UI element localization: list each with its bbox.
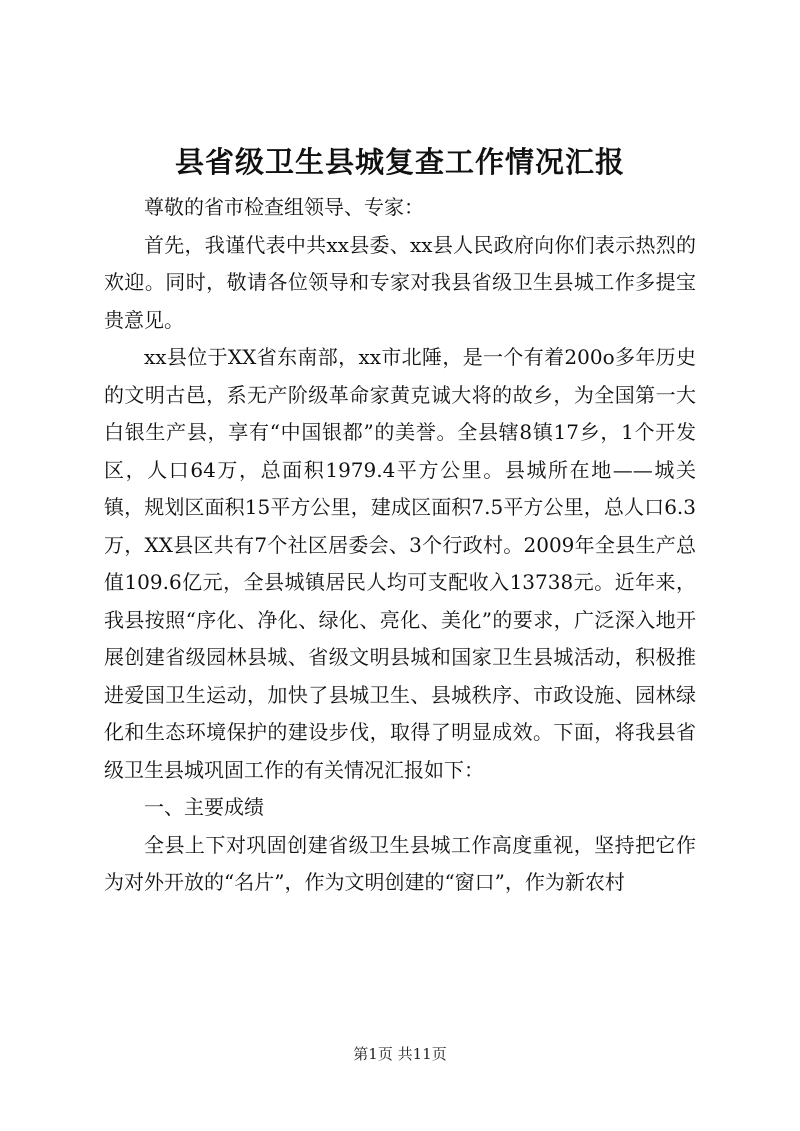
welcome-paragraph: 首先，我谨代表中共xx县委、xx县人民政府向你们表示热烈的欢迎。同时，敬请各位领导和专家对我县省级卫生县城工作多提宝贵意见。 xyxy=(104,232,696,332)
salutation-paragraph: 尊敬的省市检查组领导、专家： xyxy=(144,195,424,219)
county-overview-paragraph: xx县位于XX省东南部，xx市北陲，是一个有着200o多年历史的文明古邑，系无产阶级革命家黄克诚大将的故乡，为全国第一大白银生产县，享有“中国银都”的美誉。全县辖8镇17乡，1个开发区，人口64万，总面积1979.4平方公里。县城所在地——城关镇，规划区面积15平方公里，建成区面积7.5平方公里，总人口6.3万，XX县区共有7个社区居委会、3个行政村。2009年全县生产总值109.6亿元，全县城镇居民人均可支配收入13738元。近年来，我县按照“序化、净化、绿化、亮化、美化”的要求，广泛深入地开展创建省级园林县城、省级文明县城和国家卫生县城活动，积极推进爱国卫生运动，加快了县城卫生、县城秩序、市政设施、园林绿化和生态环境保护的建设步伐，取得了明显成效。下面，将我县省级卫生县城巩固工作的有关情况汇报如下： xyxy=(104,345,696,782)
page-number-footer: 第1页 共11页 xyxy=(353,1045,447,1063)
document-title: 县省级卫生县城复查工作情况汇报 xyxy=(174,145,625,179)
achievements-paragraph: 全县上下对巩固创建省级卫生县城工作高度重视，坚持把它作为对外开放的“名片”，作为文明创建的“窗口”，作为新农村 xyxy=(104,832,696,894)
document-body xyxy=(104,189,696,902)
section-heading-main-achievements: 一、主要成绩 xyxy=(144,795,264,819)
